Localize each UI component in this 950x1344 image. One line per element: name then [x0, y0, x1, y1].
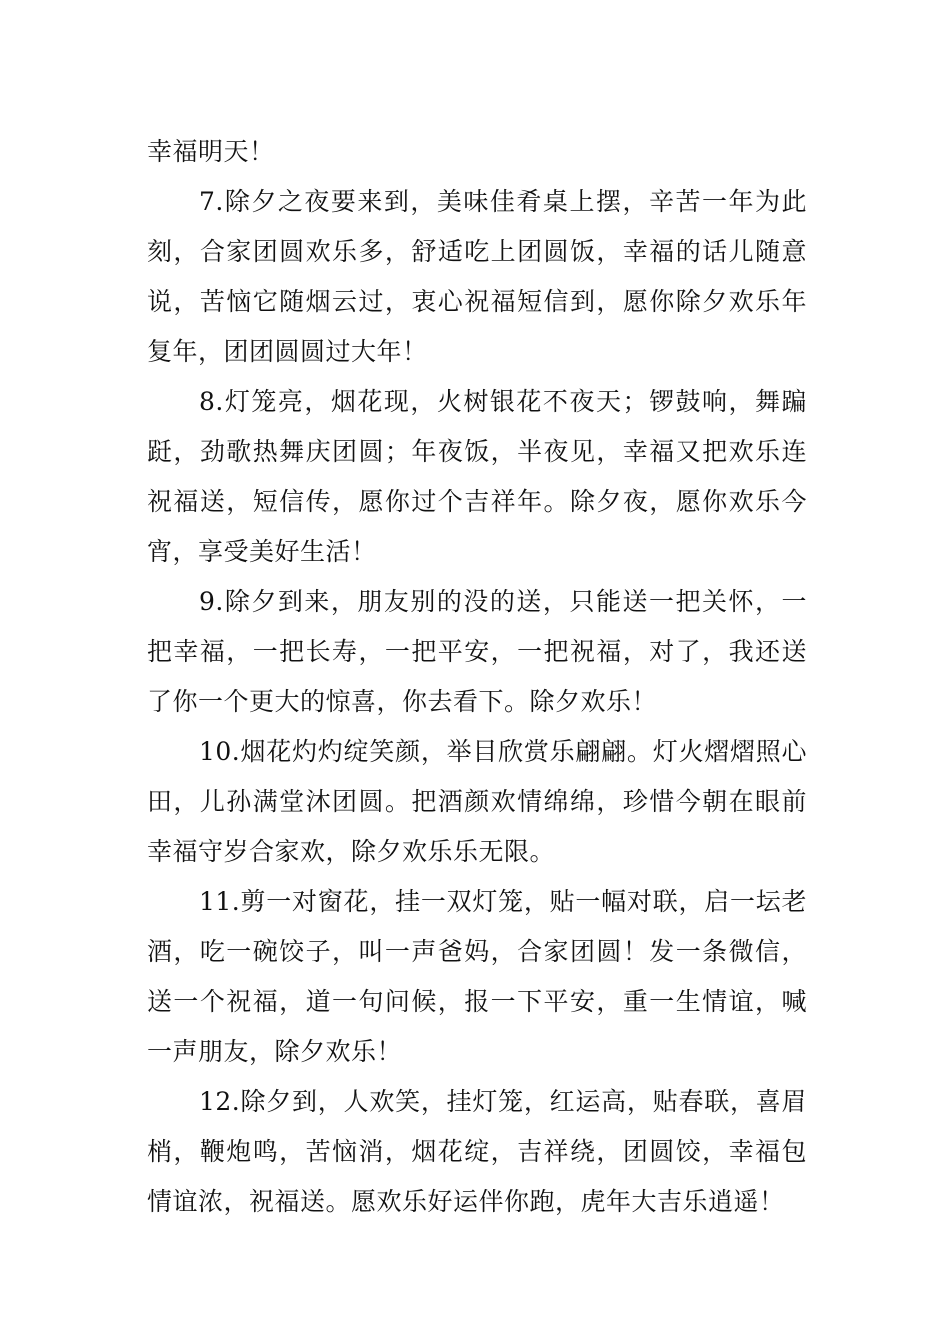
document-body: [147, 127, 807, 1227]
paragraph-item-9: 9.除夕到来，朋友别的没的送，只能送一把关怀，一把幸福，一把长寿，一把平安，一把祝福，对了，我还送了你一个更大的惊喜，你去看下。除夕欢乐！: [147, 587, 807, 716]
paragraph-item-12: 12.除夕到，人欢笑，挂灯笼，红运高，贴春联，喜眉梢，鞭炮鸣，苦恼消，烟花绽，吉祥绕，团圆饺，幸福包情谊浓，祝福送。愿欢乐好运伴你跑，虎年大吉乐逍遥！: [147, 1087, 807, 1216]
paragraph-continuation: 幸福明天！: [147, 137, 275, 166]
paragraph-item-8: 8.灯笼亮，烟花现，火树银花不夜天；锣鼓响，舞蹁跹，劲歌热舞庆团圆；年夜饭，半夜见，幸福又把欢乐连祝福送，短信传，愿你过个吉祥年。除夕夜，愿你欢乐今宵，享受美好生活！: [147, 387, 807, 566]
paragraph-item-7: 7.除夕之夜要来到，美味佳肴桌上摆，辛苦一年为此刻，合家团圆欢乐多，舒适吃上团圆饭，幸福的话儿随意说，苦恼它随烟云过，衷心祝福短信到，愿你除夕欢乐年复年，团团圆圆过大年！: [147, 187, 807, 366]
paragraph-item-10: 10.烟花灼灼绽笑颜，举目欣赏乐翩翩。灯火熠熠照心田，儿孙满堂沐团圆。把酒颜欢情绵绵，珍惜今朝在眼前幸福守岁合家欢，除夕欢乐乐无限。: [147, 737, 807, 866]
paragraph-item-11: 11.剪一对窗花，挂一双灯笼，贴一幅对联，启一坛老酒，吃一碗饺子，叫一声爸妈，合家团圆！发一条微信，送一个祝福，道一句问候，报一下平安，重一生情谊，喊一声朋友，除夕欢乐！: [147, 887, 807, 1066]
